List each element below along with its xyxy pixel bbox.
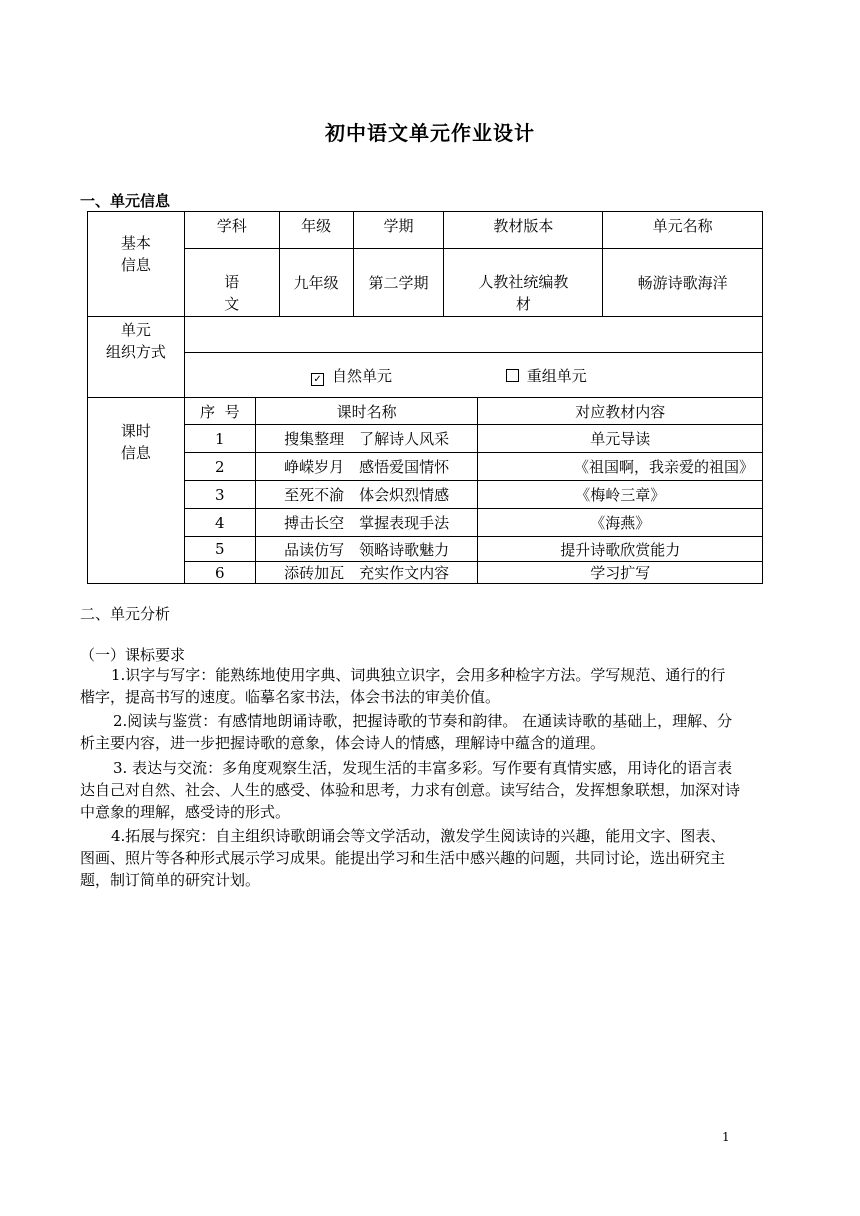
lessons-label: 课时 信息 (88, 398, 185, 584)
checkbox-regroup-unit[interactable] (506, 369, 519, 382)
header-textbook: 教材版本 (444, 212, 603, 249)
lesson-content: 学习扩写 (478, 562, 763, 584)
organization-options (184, 353, 762, 398)
lesson-name: 搏击长空 掌握表现手法 (255, 509, 478, 537)
header-term: 学期 (353, 212, 444, 249)
lesson-content: 单元导读 (478, 425, 763, 453)
section-heading-unit-analysis: 二、单元分析 (80, 605, 171, 623)
lessons-header-content: 对应教材内容 (478, 398, 763, 425)
checkbox-natural-unit[interactable]: ✓ (311, 373, 324, 386)
section-heading-unit-info: 一、单元信息 (80, 192, 171, 210)
value-grade: 九年级 (279, 249, 353, 317)
option-natural-unit-label: 自然单元 (332, 366, 393, 385)
option-regroup-unit-label: 重组单元 (526, 366, 587, 385)
lesson-name: 峥嵘岁月 感悟爱国情怀 (255, 453, 478, 481)
lesson-no: 3 (184, 481, 255, 509)
paragraph-literacy: 1.识字与写字：能熟练地使用字典、词典独立识字，会用多种检字方法。学写规范、通行的行楷字，提高书写的速度。临摹名家书法，体会书法的审美价值。 (80, 666, 726, 706)
value-term: 第二学期 (353, 249, 444, 317)
page-title: 初中语文单元作业设计 (325, 121, 535, 145)
lessons-header-name: 课时名称 (255, 398, 478, 425)
organization-table (87, 316, 763, 398)
basic-info-label: 基本 信息 (88, 212, 185, 317)
basic-info-table (87, 211, 763, 317)
paragraph-exploration: 4.拓展与探究：自主组织诗歌朗诵会等文学活动，激发学生阅读诗的兴趣，能用文字、图表、图画、照片等各种形式展示学习成果。能提出学习和生活中感兴趣的问题，共同讨论，选出研究主题，制订简单的研究计划。 (80, 827, 726, 889)
lessons-table (87, 397, 763, 584)
lesson-content: 《梅岭三章》 (478, 481, 763, 509)
lesson-no: 6 (184, 562, 255, 584)
lesson-content: 提升诗歌欣赏能力 (478, 537, 763, 562)
subsection-heading-curriculum: （一）课标要求 (80, 646, 186, 664)
lesson-name: 至死不渝 体会炽烈情感 (255, 481, 478, 509)
header-subject: 学科 (184, 212, 279, 249)
lesson-name: 搜集整理 了解诗人风采 (255, 425, 478, 453)
lesson-no: 4 (184, 509, 255, 537)
organization-blank-cell (184, 317, 762, 353)
paragraph-reading: 2.阅读与鉴赏：有感情地朗诵诗歌，把握诗歌的节奏和韵律。 在通读诗歌的基础上，理解、分析主要内容，进一步把握诗歌的意象，体会诗人的情感，理解诗中蕴含的道理。 (80, 712, 733, 752)
value-subject: 语 文 (184, 249, 279, 317)
value-unit-name: 畅游诗歌海洋 (603, 249, 763, 317)
page-number: 1 (722, 1130, 730, 1144)
lesson-no: 5 (184, 537, 255, 562)
paragraph-expression: 3. 表达与交流：多角度观察生活，发现生活的丰富多彩。写作要有真情实感，用诗化的语言表达自己对自然、社会、人生的感受、体验和思考，力求有创意。读写结合，发挥想象联想，加深对诗中意象的理解，感受诗的形式。 (80, 759, 741, 821)
lesson-content: 《祖国啊，我亲爱的祖国》 (478, 453, 763, 481)
lessons-header-no: 序 号 (184, 398, 255, 425)
header-grade: 年级 (279, 212, 353, 249)
lesson-no: 1 (184, 425, 255, 453)
organization-label: 单元 组织方式 (88, 317, 185, 398)
lesson-name: 品读仿写 领略诗歌魅力 (255, 537, 478, 562)
lesson-no: 2 (184, 453, 255, 481)
header-unit-name: 单元名称 (603, 212, 763, 249)
lesson-content: 《海燕》 (478, 509, 763, 537)
lesson-name: 添砖加瓦 充实作文内容 (255, 562, 478, 584)
value-textbook: 人教社统编教 材 (444, 249, 603, 317)
